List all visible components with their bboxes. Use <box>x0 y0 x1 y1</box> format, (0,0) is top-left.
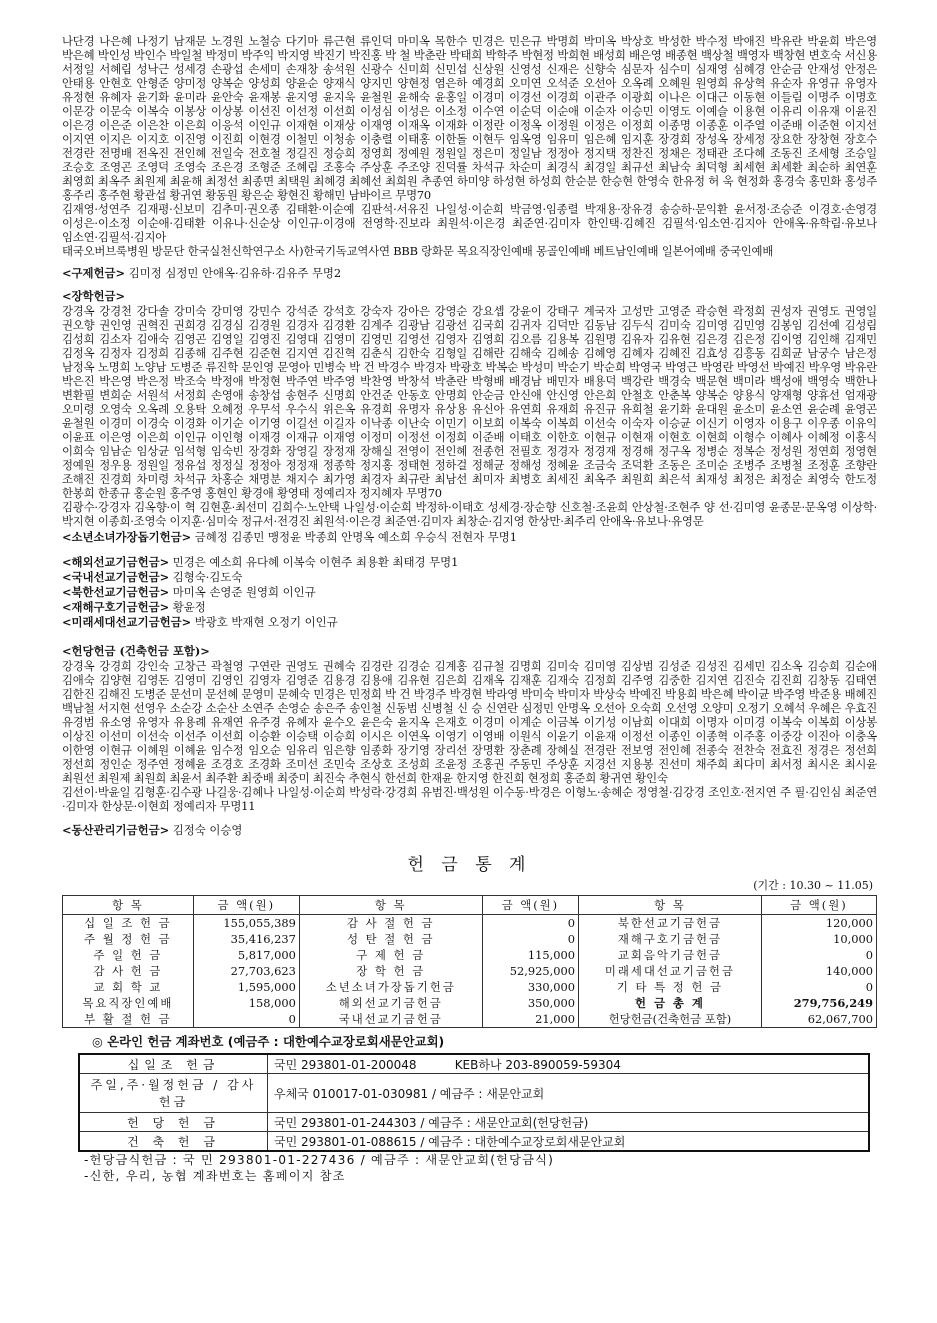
account-number: 우체국 010017-01-030981 / 예금주 : 새문안교회 <box>268 1074 870 1113</box>
item-name: 주 일 헌 금 <box>63 947 194 963</box>
item-name: 국내선교기금헌금 <box>299 1011 482 1028</box>
section-label: <동산관리기금헌금> <box>62 823 170 837</box>
account-number: 국민 293801-01-088615 / 예금주 : 대한예수교장로회새문안교회 <box>268 1132 870 1152</box>
names-block: 나단경 나은혜 나정기 남재문 노경원 노철승 다기마 류근현 류인덕 마미옥 목한수 민경은 민은규 박명희 박미옥 박상호 박성한 박수정 박애진 박유란 박윤희 박은영 박은혜 박인성 박인수 박일철 박정미 박주익 박지영 박진기 박진홍 박 철 박춘란 박태희 박학주 박현정 박희현 배성희 배은영 배종현 백상철 백영자 백창현 변호숙 서신용 서정일 서혜림 성낙근 성세경 손광섭 손세미 손재창 송석원 신광수 신미희 신민섭 신상원 신영성 신재은 신향숙 심문자 심수미 심재영 심혜경 안순금 안재성 안정은 안태용 안현호 안형준 양미정 양복순 양성희 양윤순 양재식 양지민 양현정 염은하 예경희 오미연 오석준 오선아 오옥례 오혜원 원영희 유상혁 유순자 유영규 유영자 유정현 유혜자 윤기화 윤미라 윤안숙 윤재봉 윤지영 윤지욱 윤철원 윤해숙 윤홍일 이경미 이경선 이경희 이관주 이광희 이나은 이대근 이동현 이들림 이명주 이명호 이문강 이문숙 이복숙 이봉상 이상봉 이선진 이선정 이선희 이성심 이성은 이소정 이수연 이순덕 이순애 이순자 이승민 이영도 이예슬 이용현 이유리 이유재 이윤진 이은경 이은준 이은찬 이은희 이응석 이인규 이재현 이재상 이재영 이재옥 이재화 이정란 이정옥 이정원 이정은 이정희 이종명 이종훈 이주열 이준배 이준현 이지선 이지연 이지은 이지호 이진영 이진희 이현경 이철민 이청송 이충렬 이태홍 이한돌 이현두 임옥영 임유미 임은혜 임지훈 장경희 장성옥 장세정 장요한 장창현 장호수 전경란 전명배 전옥진 전인혜 전일숙 전호철 정길진 정승희 정영희 정예원 정원일 정은미 정일남 정정아 정지택 정찬진 정채은 정태관 조다혜 조동진 조세형 조승일 조승호 조영곤 조영덕 조영숙 조은경 조형준 조혜림 조홍숙 주상훈 주조양 진덕률 차석규 차순미 최경식 최경일 최규선 최남숙 최덕형 최세현 최세환 최순하 최연훈 최영희 최옥주 최원제 최윤해 최정선 최종면 최택원 최혜경 최혜선 최희원 추종연 하미양 하성현 하성희 한순분 한승현 한영숙 한유정 허 욱 현정화 홍경숙 홍민화 홍성주 홍주리 홍주현 황관섭 황귀연 황동원 황은순 황현진 황해민 남바이르 무명70 <box>62 34 877 202</box>
section-next-generation <box>62 615 877 630</box>
account-type: 주일,주·월정헌금 / 감사헌금 <box>79 1074 268 1113</box>
item-name: 목요직장인예배 <box>63 995 194 1011</box>
item-name: 구 제 헌 금 <box>299 947 482 963</box>
section-names: 황윤정 <box>172 600 206 614</box>
item-amount: 62,067,700 <box>761 1011 876 1028</box>
item-name: 재해구호기금헌금 <box>579 931 762 947</box>
item-name: 주 월 정 헌 금 <box>63 931 194 947</box>
section-relief <box>62 266 877 281</box>
item-name: 교 회 학 교 <box>63 979 194 995</box>
stats-title: 헌 금 통 계 <box>407 855 532 875</box>
table-row <box>63 931 877 947</box>
names-block: 태국오버브룩병원 방문단 한국실천신학연구소 사)한국기독교역사연 BBB 랑화문 목요직장인예배 몽골인예배 베트남인예배 일본어예배 중국인예배 <box>62 244 774 258</box>
item-amount: 27,703,623 <box>193 963 299 979</box>
item-amount: 330,000 <box>482 979 578 995</box>
item-name: 감 사 절 헌 금 <box>299 915 482 932</box>
names-block: 강경옥 강경희 강인숙 고창근 곽철영 구연란 권영도 권혜숙 김경란 김경순 김계홍 김규철 김명희 김미숙 김미영 김상범 김성준 김성진 김세민 김소옥 김승희 김순애 김애숙 김양현 김영돈 김영미 김영인 김영자 김영준 김용경 김용애 김유현 김은희 김재옥 김재훈 김재숙 김정희 김주영 김중한 김지연 김진숙 김진희 김창동 김태연 김한진 김해진 도병준 문선미 문선혜 문영미 문혜숙 민경은 민정희 박 건 박경주 박경현 박라영 박미숙 박미자 박상숙 박예진 박용희 박은혜 박이균 박주영 박준용 배혜진 백남철 서지현 선영우 소순강 소순산 소연주 손영순 송은주 송인철 신동범 신병철 신 승 신연란 심정민 안명옥 오선아 오숙희 오선영 오양미 오정기 오혜석 우혜은 우효진 유경범 유소영 유영자 유용례 유재연 유주경 유혜자 윤수오 윤은숙 윤지옥 은재호 이경미 이계순 이금복 이기성 이남희 이대희 이명자 이미경 이복숙 이복희 이상봉 이상진 이선미 이선숙 이선주 이선희 이승환 이승택 이승희 이시은 이연옥 이영기 이영배 이원식 이윤기 이윤재 이정선 이종인 이종혁 이주홍 이중강 이진아 이충옥 이한영 이현규 이혜원 이혜윤 임수정 임오순 임유리 임은향 임종화 장기영 장리선 장명환 장춘례 장혜실 전경란 전보영 전인혜 전종숙 전찬숙 전효진 정경은 정선희 정선희 정인순 정주연 정혜윤 조경호 조경화 조미선 조민숙 조상호 조성희 조윤정 조홍권 주동민 주상훈 지경선 지용봉 진선미 채주희 최다미 최서정 최시온 최시윤 최원선 최원제 최원희 최윤서 최주환 최중배 최중미 최진숙 추현식 한선희 한재윤 한지영 한진희 현정희 홍준희 황귀연 황인숙 <box>62 659 877 785</box>
item-amount: 350,000 <box>482 995 578 1011</box>
item-name: 부 활 절 헌 금 <box>63 1011 194 1028</box>
table-row <box>63 1011 877 1028</box>
section-north-korea-mission <box>62 585 877 600</box>
section-dedication <box>62 644 877 659</box>
account-number: 국민 293801-01-200048 KEB하나 203-890059-59304 <box>268 1054 870 1074</box>
item-amount: 1,595,000 <box>193 979 299 995</box>
table-row <box>79 1054 869 1074</box>
account-type: 건 축 헌 금 <box>79 1132 268 1152</box>
item-name: 장 학 헌 금 <box>299 963 482 979</box>
note-line: -헌당금식헌금 : 국 민 293801-01-227436 / 예금주 : 새문안교회(헌당금식) <box>84 1153 555 1167</box>
section-names: 마미옥 손영준 원영희 이인규 <box>172 585 316 599</box>
table-row <box>63 995 877 1011</box>
header-amount: 금 액(원) <box>193 896 299 915</box>
section-disaster-relief <box>62 600 877 615</box>
header-item: 항 목 <box>63 896 194 915</box>
item-amount: 0 <box>193 1011 299 1028</box>
names-block: 김재영·성연주 김재평·신보미 김추미·권오종 김태환·이순예 김판석·서유진 나일성·이순희 박금영·임종렬 박재용·장유경 송승하·문익환 윤서정·조승준 이경호·손영경 이성은·이소정 이순애·김태환 이유나·신순상 이인규·이경애 전영학·진보라 최원석·이은경 최준연·김미자 한인택·김혜진 김필석·임소연·김지아 안애옥·유학림·유보나 임소연·김필석·김지아 <box>62 202 877 244</box>
table-row <box>79 1132 869 1152</box>
item-amount: 0 <box>761 947 876 963</box>
section-overseas-mission <box>62 555 877 570</box>
item-name: 소년소녀가장돕기헌금 <box>299 979 482 995</box>
section-names: 김미정 심정민 안애옥·김유하·김유주 무명2 <box>128 266 342 280</box>
section-names: 박광호 박재현 오정기 이인규 <box>194 615 338 629</box>
table-row <box>79 1074 869 1113</box>
header-amount: 금 액(원) <box>482 896 578 915</box>
stats-header-row <box>63 896 877 915</box>
total-amount: 279,756,249 <box>761 995 876 1011</box>
item-amount: 35,416,237 <box>193 931 299 947</box>
account-notes <box>84 1152 877 1184</box>
item-name: 북한선교기금헌금 <box>579 915 762 932</box>
item-name: 감 사 헌 금 <box>63 963 194 979</box>
item-name: 교회음악기금헌금 <box>579 947 762 963</box>
header-item: 항 목 <box>579 896 762 915</box>
item-amount: 120,000 <box>761 915 876 932</box>
total-label: 헌 금 총 계 <box>579 995 762 1011</box>
accounts-table <box>78 1053 870 1152</box>
account-type: 헌 당 헌 금 <box>79 1113 268 1132</box>
section-label: <구제헌금> <box>62 266 126 280</box>
item-name: 미래세대선교기금헌금 <box>579 963 762 979</box>
header-amount: 금 액(원) <box>761 896 876 915</box>
account-number: 국민 293801-01-244303 / 예금주 : 새문안교회(헌당헌금) <box>268 1113 870 1132</box>
offering-name-lists <box>62 34 877 838</box>
names-block: 김광수·강경자 김옥향·이 혁 김현훈·최선미 김희수·노안택 나일성·이순희 박정하·이태호 성세경·장순향 신호철·조윤희 안상철·조현주 양 선·김미영 윤종문·문옥영 이상학·박지현 이종희·조영숙 이지훈·심미숙 정규서·전경진 최원석·이은경 최준연·김미자 최창순·김지영 한상만·최주리 안애옥·유보나·유영문 <box>62 500 877 528</box>
item-amount: 155,055,389 <box>193 915 299 932</box>
item-amount: 140,000 <box>761 963 876 979</box>
item-amount: 158,000 <box>193 995 299 1011</box>
section-label: <미래세대선교기금헌금> <box>62 615 192 629</box>
section-label: <장학헌금> <box>62 289 126 303</box>
section-label: <해외선교기금헌금> <box>62 555 170 569</box>
table-row <box>79 1113 869 1132</box>
item-name: 성 탄 절 헌 금 <box>299 931 482 947</box>
offering-page <box>62 34 877 1184</box>
section-label: <국내선교기금헌금> <box>62 570 170 584</box>
item-amount: 0 <box>761 979 876 995</box>
item-amount: 10,000 <box>761 931 876 947</box>
section-names: 민경은 예소희 유다혜 이복숙 이현주 최용환 최태경 무명1 <box>172 555 459 569</box>
section-label: <재해구호기금헌금> <box>62 600 170 614</box>
item-name: 십 일 조 헌 금 <box>63 915 194 932</box>
stats-period: (기간 : 10.30 ~ 11.05) <box>753 879 873 892</box>
section-names: 김정숙 이승영 <box>172 823 243 837</box>
table-row <box>63 947 877 963</box>
item-amount: 52,925,000 <box>482 963 578 979</box>
section-property <box>62 823 877 838</box>
account-type: 십일조 헌금 <box>79 1054 268 1074</box>
section-label: <소년소녀가장돕기헌금> <box>62 530 192 544</box>
item-amount: 21,000 <box>482 1011 578 1028</box>
section-label: <헌당헌금 (건축헌금 포함)> <box>62 644 210 658</box>
names-block: 강경옥 강경천 강다솔 강미숙 강미영 강민수 강석준 강석호 강숙자 강아은 강영순 강요셉 강윤이 강태구 계국자 고성만 고영준 곽승현 곽정희 권성자 권영도 권영일 권오향 권인영 권혁진 권희경 김경심 김경원 김경자 김경환 김계주 김광남 김광선 김국희 김귀자 김덕만 김동남 김두식 김미숙 김미영 김민영 김봉임 김선예 김성림 김성희 김소자 김애숙 김영곤 김영일 김영진 김영대 김영미 김영민 김영선 김영자 김영희 김오름 김용복 김원명 김유자 김유현 김은경 김은정 김이영 김인해 김재민 김정옥 김정자 김정희 김종해 김주현 김준현 김지연 김진혁 김춘식 김한숙 김형일 김해란 김해숙 김혜송 김혜영 김혜자 김혜진 김효성 김흥동 김희균 남궁수 남은정 남정옥 노명희 노양남 도병준 류진학 문인영 문영아 민병숙 박 건 박경수 박경자 박광호 박복순 박성미 박순기 박순희 박영국 박영근 박영란 박영선 박예진 박우영 박유란 박은진 박은영 박은정 박조숙 박정애 박정현 박주연 박주영 박찬영 박창석 박춘란 박형배 배경남 배민자 배용덕 백강란 백경숙 백문현 백미라 백성애 백영숙 백한나 변환필 변희순 서원석 서정희 손영애 송창섭 송현주 신명희 안건준 안동호 안명희 안순금 안신애 안신영 안은희 안철호 안춘복 양복순 양용식 양재형 양휴선 엄재광 오미령 오영숙 오옥례 오용탁 오혜정 우무석 우수식 위은옥 유경희 유명자 유상용 유신아 유연희 유재희 유진규 유희철 윤기화 윤대원 윤소미 윤소연 윤순례 윤영곤 윤철원 이경미 이경숙 이경화 이기순 이기영 이길선 이길자 이낙종 이난숙 이민기 이보희 이복숙 이복희 이선숙 이숙자 이승균 이신기 이영자 이용구 이우종 이유익 이윤표 이은영 이은희 이인규 이인형 이재경 이재규 이재영 이정미 이정선 이정희 이준배 이태호 이한호 이현규 이현재 이현호 이현희 이형수 이혜사 이혜정 이홍식 이희숙 임남순 임상균 임석형 임숙빈 장경화 장영길 장정재 장해실 전영이 전인혜 전종헌 전필호 정경자 정경재 정경해 정구옥 정병순 정복순 정성원 정연희 정영현 정예원 정우용 정원일 정유섭 정정실 정정아 정정재 정종학 정지홍 정태현 정하걸 정해균 정해성 정혜윤 조금숙 조덕환 조동은 조미순 조병주 조병철 조정훈 조향란 조해진 진경희 차미령 차석규 차홍순 채명분 채지수 최가영 최경자 최규란 최남선 최미자 최병호 최세진 최옥주 최원희 최은석 최재성 최정은 최정순 최영숙 한도정 한봉희 한종규 홍순원 홍주영 홍현인 황경애 황영태 정예리자 정지혜자 무명70 <box>62 304 877 500</box>
table-row <box>63 979 877 995</box>
section-label: <북한선교기금헌금> <box>62 585 170 599</box>
note-line: -신한, 우리, 농협 계좌번호는 홈페이지 참조 <box>84 1169 346 1183</box>
section-names: 금혜정 김종민 맹정윤 박종희 안명옥 예소희 우승식 전현자 무명1 <box>194 530 518 544</box>
item-name: 해외선교기금헌금 <box>299 995 482 1011</box>
section-domestic-mission <box>62 570 877 585</box>
stats-table <box>62 895 877 1028</box>
table-row <box>63 915 877 932</box>
item-amount: 115,000 <box>482 947 578 963</box>
item-amount: 5,817,000 <box>193 947 299 963</box>
item-amount: 0 <box>482 931 578 947</box>
names-block: 김선이·박윤일 김형훈·김수광 나길웅·김혜나 나일성·이순희 박성락·강경희 유범진·백성원 이수동·박경은 이형노·송혜순 정영철·김강경 조인호·전지연 주 필·김인심 최준연·김미자 한상문·이현희 정예리자 무명11 <box>62 785 877 813</box>
header-item: 항 목 <box>299 896 482 915</box>
table-row <box>63 963 877 979</box>
section-scholarship <box>62 289 877 304</box>
item-amount: 0 <box>482 915 578 932</box>
section-youth-support <box>62 530 877 545</box>
accounts-title: ◎ 온라인 헌금 계좌번호 (예금주 : 대한예수교장로회새문안교회) <box>92 1034 445 1049</box>
section-names: 김형숙·김도숙 <box>172 570 243 584</box>
item-name: 헌당헌금(건축헌금 포함) <box>579 1011 762 1028</box>
item-name: 기 타 특 정 헌 금 <box>579 979 762 995</box>
